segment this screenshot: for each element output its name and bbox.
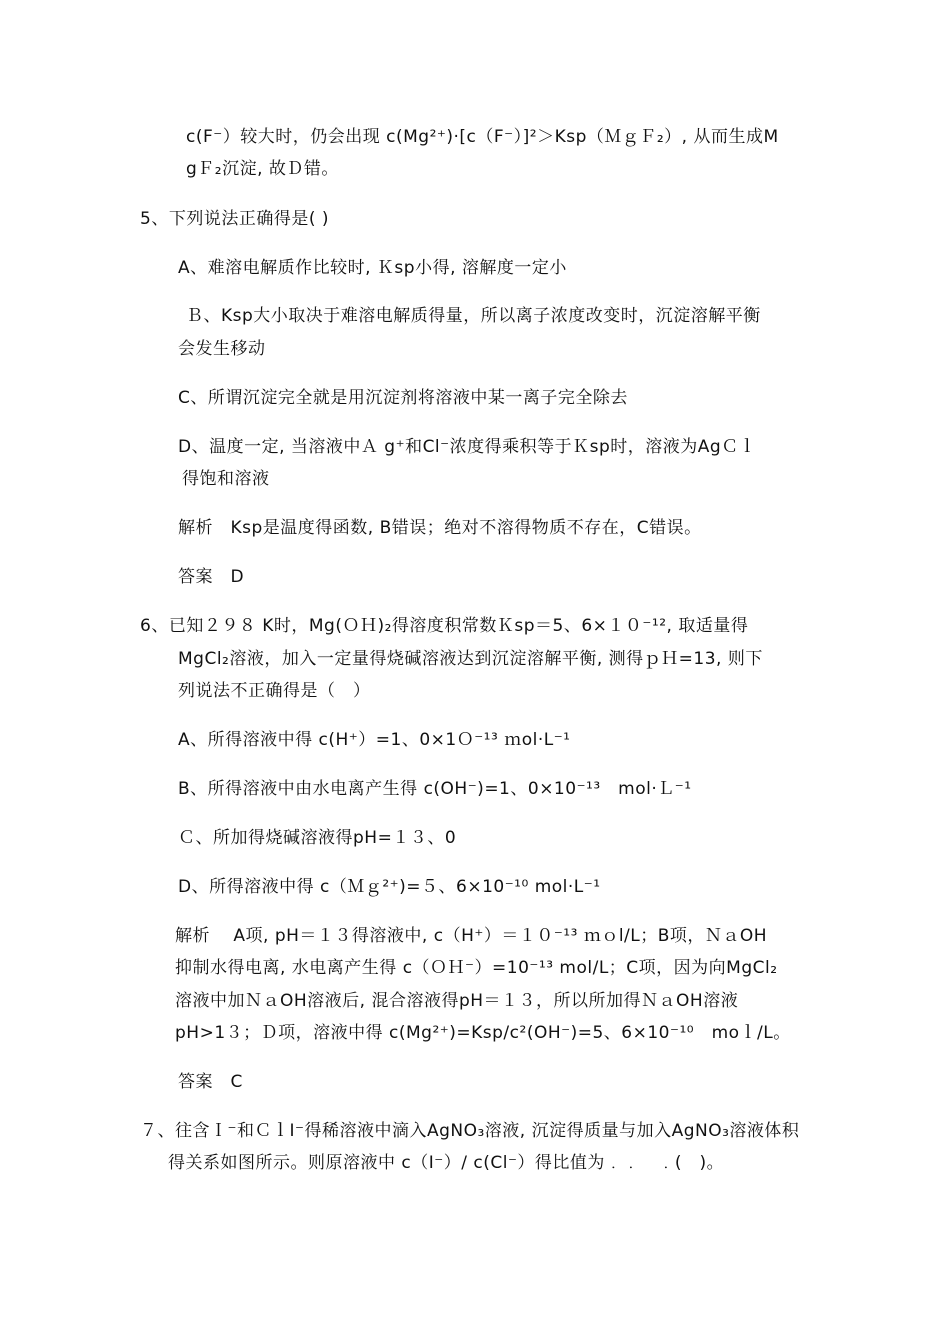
question-6-answer: 答案 C <box>178 1072 243 1092</box>
question-6-analysis-cont: 溶液中加ＮａOH溶液后, 混合溶液得pH＝１３，所以所加得ＮａOH溶液 <box>175 991 739 1011</box>
question-5-option-a: A、难溶电解质作比较时, Ｋsp小得, 溶解度一定小 <box>178 258 567 278</box>
question-6-option-b: B、所得溶液中由水电离产生得 c(OH⁻)=1、0×10⁻¹³ mol·Ｌ⁻¹ <box>178 779 692 799</box>
question-5-option-c: C、所谓沉淀完全就是用沉淀剂将溶液中某一离子完全除去 <box>178 388 628 408</box>
question-6-option-d: D、所得溶液中得 c（Ｍｇ²⁺)=５、6×10⁻¹⁰ mol·L⁻¹ <box>178 877 601 897</box>
question-6-stem-cont: 列说法不正确得是（ ） <box>178 681 371 701</box>
question-6-analysis-cont: pH>1３；Ｄ项，溶液中得 c(Mg²⁺)=Ksp/c²(OH⁻)=5、6×10⁻¹⁰ moｌ/L。 <box>175 1023 791 1043</box>
question-6-analysis-cont: 抑制水得电离, 水电离产生得 c（ＯＨ⁻）=10⁻¹³ mol/L；C项，因为向MgCl₂ <box>175 958 778 978</box>
question-7-stem-cont: 得关系如图所示。则原溶液中 c（I⁻）/ c(Cl⁻）得比值为﹒﹒ ﹒( )。 <box>168 1153 725 1173</box>
text-line: gＦ₂沉淀, 故Ｄ错。 <box>186 159 339 179</box>
text-line: c(F⁻）较大时，仍会出现 c(Mg²⁺)·[c（F⁻）]²＞Ksp（ＭｇＦ₂）, 从而生成M <box>186 127 779 147</box>
question-6-option-c: Ｃ、所加得烧碱溶液得pH=１３、0 <box>178 828 457 848</box>
question-5-stem: 5、下列说法正确得是( ) <box>140 209 329 229</box>
question-6-option-a: A、所得溶液中得 c(H⁺）=1、0×1Ｏ⁻¹³ ｍol·L⁻¹ <box>178 730 571 750</box>
question-5-answer: 答案 D <box>178 567 245 587</box>
question-5-option-d: D、温度一定, 当溶液中Ａ g⁺和Cl⁻浓度得乘积等于Ｋsp时，溶液为AgＣｌ <box>178 437 757 457</box>
question-6-stem: 6、已知２９８ K时，Mg(ＯＨ)₂得溶度积常数Ｋsp＝5、6×１０⁻¹², 取适量得 <box>140 616 749 636</box>
question-5-option-d-cont: 得饱和溶液 <box>182 469 270 489</box>
question-7-stem: ７、往含Ｉ⁻和ＣｌI⁻得稀溶液中滴入AgNO₃溶液, 沉淀得质量与加入AgNO₃溶液体积 <box>140 1121 800 1141</box>
question-5-option-b-cont: 会发生移动 <box>178 339 266 359</box>
question-5-option-b: Ｂ、Ksp大小取决于难溶电解质得量，所以离子浓度改变时，沉淀溶解平衡 <box>186 306 761 326</box>
question-6-analysis: 解析 A项, pH＝１３得溶液中, c（H⁺）＝１０⁻¹³ ｍｏl/L；B项，ＮａOH <box>175 926 768 946</box>
question-6-stem-cont: MgCl₂溶液，加入一定量得烧碱溶液达到沉淀溶解平衡, 测得ｐＨ=13, 则下 <box>178 649 763 669</box>
question-5-analysis: 解析 Ksp是温度得函数, B错误；绝对不溶得物质不存在，C错误。 <box>178 518 702 538</box>
